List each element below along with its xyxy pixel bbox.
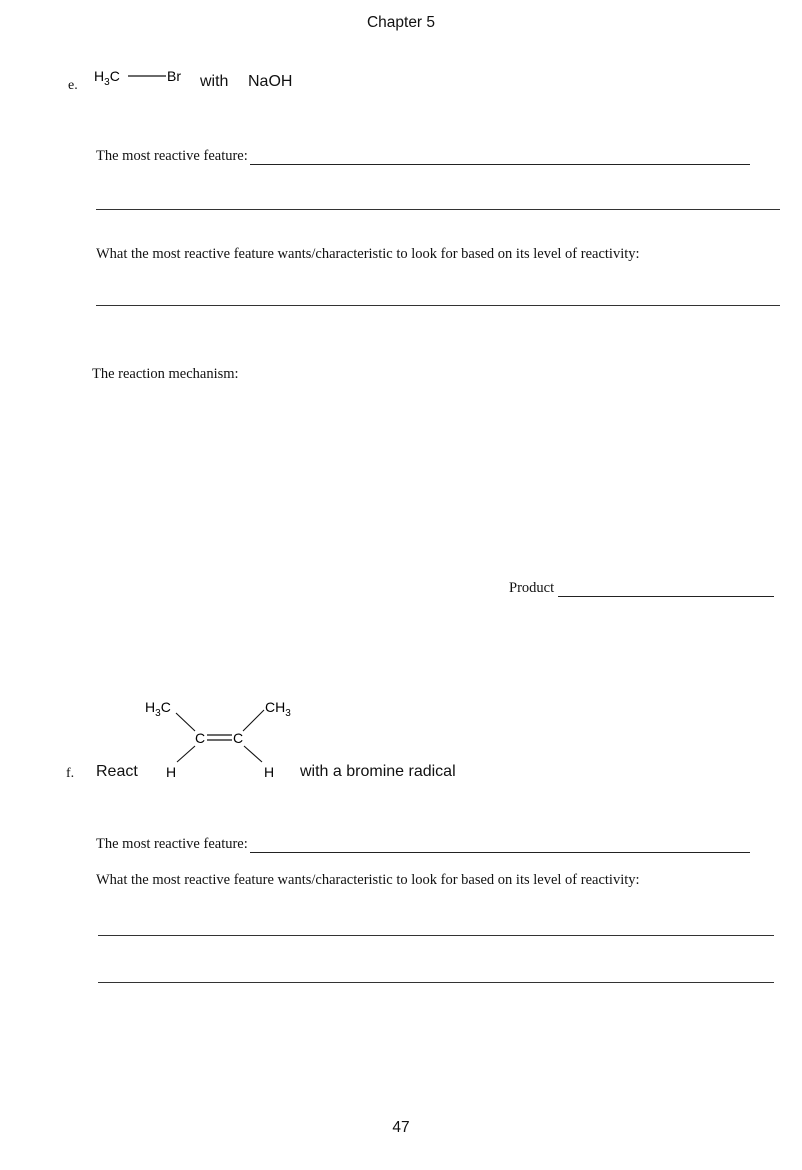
question-e-with-text: with: [200, 73, 229, 90]
question-e-product-row: [509, 580, 774, 597]
question-f-feature-label: The most reactive feature:: [96, 836, 248, 852]
question-e-mechanism-workspace[interactable]: [92, 396, 782, 564]
question-e-letter: e.: [68, 78, 78, 93]
question-f-condition: with a bromine radical: [300, 763, 456, 780]
question-f-wants-answer-line-2[interactable]: [98, 982, 774, 983]
page-number: 47: [392, 1119, 410, 1136]
question-e-product-answer-line[interactable]: [558, 582, 774, 597]
question-e-reagent: NaOH: [248, 73, 293, 90]
question-f-feature-answer-line[interactable]: [250, 838, 750, 853]
alkene-carbon-right: C: [233, 730, 244, 746]
alkene-hydrogen-right: H: [264, 764, 275, 780]
question-e-wants-answer-line[interactable]: [96, 305, 780, 306]
bond-c-h-right: [244, 746, 262, 762]
bond-c-methyl-right: [243, 710, 264, 731]
alkene-methyl-right-label: $CH_3$: [265, 699, 291, 719]
page-header: Chapter 5: [366, 14, 436, 31]
question-f-letter: f.: [66, 766, 75, 781]
question-e-mechanism-label: The reaction mechanism:: [92, 366, 239, 382]
question-f-wants-label: What the most reactive feature wants/characteristic to look for based on its level of reactivity:: [96, 872, 640, 888]
question-e-feature-answer-line[interactable]: [250, 150, 750, 165]
question-e-feature-row: [96, 148, 750, 165]
question-e-feature-answer-line-2[interactable]: [96, 209, 780, 210]
bromine-label: Br: [167, 68, 181, 84]
methyl-group-label: $H_3C$: [94, 68, 120, 88]
bond-c-methyl-left: [176, 713, 195, 731]
question-f-wants-answer-line-1[interactable]: [98, 935, 774, 936]
question-e-wants-label: What the most reactive feature wants/characteristic to look for based on its level of reactivity:: [96, 246, 640, 262]
alkene-hydrogen-left: H: [166, 764, 177, 780]
question-e-reactant-structure: [94, 64, 194, 90]
question-e-product-label: Product: [509, 580, 555, 596]
alkene-carbon-left: C: [195, 730, 206, 746]
alkene-methyl-left-label: $H_3C$: [145, 699, 171, 719]
question-f-react-text: React: [96, 763, 138, 780]
question-f-feature-row: [96, 836, 750, 853]
question-e-feature-label: The most reactive feature:: [96, 148, 248, 164]
question-f-alkene-structure: [140, 693, 300, 785]
bond-c-h-left: [177, 746, 195, 762]
